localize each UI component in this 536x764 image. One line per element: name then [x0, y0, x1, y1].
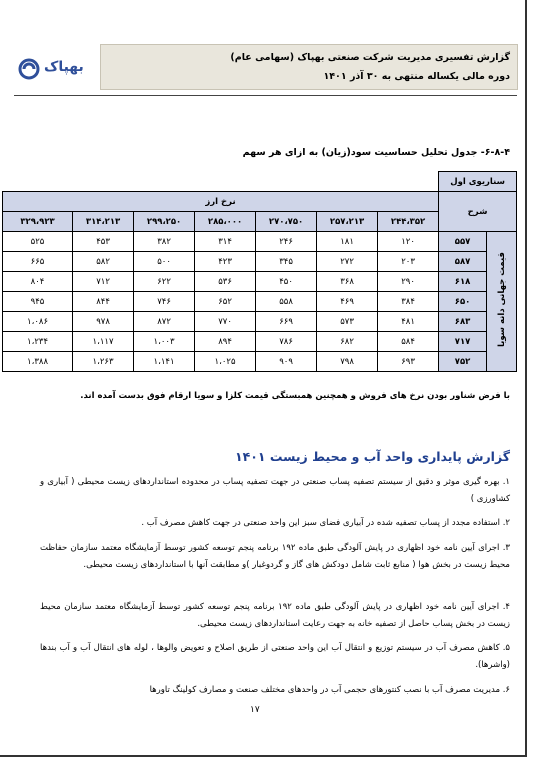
company-logo	[18, 58, 88, 80]
logo-text: بهپاک	[44, 59, 84, 75]
table-cell: ۵۲۵	[3, 232, 73, 252]
table-cell: ۹۷۸	[73, 312, 134, 332]
table-cell: ۷۱۲	[73, 272, 134, 292]
table-cell: ۵۳۶	[195, 272, 256, 292]
table-row	[3, 252, 517, 272]
table-cell: ۵۷۳	[317, 312, 378, 332]
report-item-5: ۵. کاهش مصرف آب در سیستم توزیع و انتقال آب این واحد صنعتی از طریق اصلاح و تعویض والوها ، لوله های انتقال آب و آب بندها (واشرها).	[40, 643, 510, 670]
exchange-rate: ۲۵۷،۲۱۳	[317, 212, 378, 232]
soybean-price: ۷۱۷	[439, 332, 487, 352]
header-divider	[14, 95, 517, 96]
table-cell: ۴۵۳	[73, 232, 134, 252]
soybean-price: ۷۵۲	[439, 352, 487, 372]
table-cell: ۶۶۵	[3, 252, 73, 272]
table-cell: ۳۱۴	[195, 232, 256, 252]
table-cell: ۳۴۵	[256, 252, 317, 272]
table-cell: ۱۲۰	[378, 232, 439, 252]
table-cell: ۱،۱۴۱	[134, 352, 195, 372]
table-cell: ۲۰۳	[378, 252, 439, 272]
table-cell: ۶۹۳	[378, 352, 439, 372]
table-footnote: با فرض شناور بودن نرخ های فروش و همچنین همبستگی قیمت کلزا و سویا ارقام فوق بدست آمده اند.	[80, 391, 510, 401]
soybean-price-side-label: قیمت جهانی دانه سویا	[487, 232, 517, 372]
table-cell: ۳۸۴	[378, 292, 439, 312]
table-row	[3, 312, 517, 332]
report-item-2: ۲. استفاده مجدد از پساب تصفیه شده در آبیاری فضای سبز این واحد صنعتی در جهت کاهش مصرف آب .	[141, 518, 510, 528]
report-title-line1: گزارش تفسیری مدیریت شرکت صنعتی بهپاک (سهامی عام)	[230, 52, 510, 63]
table-cell: ۸۴۴	[73, 292, 134, 312]
table-cell: ۸۷۲	[134, 312, 195, 332]
report-item-4: ۴. اجرای آیین نامه خود اظهاری در پایش آلودگی طبق ماده ۱۹۲ برنامه پنجم توسعه کشور توسط آزمایشگاه معتمد سازمان محیط زیست در بخش پساب حاصل از تصفیه خانه به جهت رعایت استانداردهای زیست محیطی.	[40, 602, 510, 629]
logo-emblem-icon	[18, 58, 44, 80]
soybean-price: ۶۸۳	[439, 312, 487, 332]
page-number: ۱۷	[250, 705, 260, 715]
header-banner	[100, 44, 518, 90]
report-title-line2: دوره مالی یکساله منتهی به ۳۰ آذر ۱۴۰۱	[323, 71, 510, 82]
table-cell: ۶۲۲	[134, 272, 195, 292]
table-cell: ۶۵۲	[195, 292, 256, 312]
table-cell: ۴۸۱	[378, 312, 439, 332]
table-cell: ۵۸۲	[73, 252, 134, 272]
soybean-price: ۶۱۸	[439, 272, 487, 292]
table-cell: ۵۰۰	[134, 252, 195, 272]
table-cell: ۹۴۵	[3, 292, 73, 312]
table-cell: ۴۲۳	[195, 252, 256, 272]
blank-header	[3, 172, 439, 192]
table-cell: ۶۸۲	[317, 332, 378, 352]
report-item-6: ۶. مدیریت مصرف آب با نصب کنتورهای حجمی آب در واحدهای مختلف صنعت و مصارف کولینگ تاورها	[149, 685, 510, 695]
table-cell: ۹۰۹	[256, 352, 317, 372]
exchange-rate: ۳۲۹،۹۲۳	[3, 212, 73, 232]
sustainability-report-title: گزارش پایداری واحد آب و محیط زیست ۱۴۰۱	[235, 449, 510, 464]
table-cell: ۳۸۲	[134, 232, 195, 252]
table-cell: ۱،۱۱۷	[73, 332, 134, 352]
table-row	[3, 332, 517, 352]
table-cell: ۱،۰۸۶	[3, 312, 73, 332]
soybean-price: ۶۵۰	[439, 292, 487, 312]
section-title: ۶-۸-۴- جدول تحلیل حساسیت سود(زیان) به ازای هر سهم	[242, 147, 510, 158]
table-cell: ۷۸۶	[256, 332, 317, 352]
table-cell: ۱،۰۰۳	[134, 332, 195, 352]
table-cell: ۱۸۱	[317, 232, 378, 252]
table-cell: ۸۹۴	[195, 332, 256, 352]
table-cell: ۲۹۰	[378, 272, 439, 292]
report-item-1: ۱. بهره گیری موثر و دقیق از سیستم تصفیه پساب صنعتی در جهت تصفیه پساب در محدوده استانداردهای زیست محیطی ( آبیاری و کشاورزی )	[40, 477, 510, 504]
soybean-price: ۵۸۷	[439, 252, 487, 272]
table-row	[3, 272, 517, 292]
table-cell: ۷۷۰	[195, 312, 256, 332]
table-cell: ۲۷۲	[317, 252, 378, 272]
table-cell: ۷۹۸	[317, 352, 378, 372]
table-cell: ۱،۰۲۵	[195, 352, 256, 372]
table-row	[3, 352, 517, 372]
description-label: شرح	[439, 192, 517, 232]
table-cell: ۱،۲۳۴	[3, 332, 73, 352]
table-cell: ۶۶۹	[256, 312, 317, 332]
table-cell: ۸۰۴	[3, 272, 73, 292]
table-cell: ۱،۳۸۸	[3, 352, 73, 372]
exchange-rate-label: نرخ ارز	[3, 192, 439, 212]
table-cell: ۱،۲۶۳	[73, 352, 134, 372]
table-cell: ۴۵۰	[256, 272, 317, 292]
scenario-label: سناریوی اول	[439, 172, 517, 192]
table-cell: ۷۴۶	[134, 292, 195, 312]
table-cell: ۵۸۴	[378, 332, 439, 352]
table-cell: ۵۵۸	[256, 292, 317, 312]
exchange-rate: ۳۱۴،۲۱۳	[73, 212, 134, 232]
soybean-price: ۵۵۷	[439, 232, 487, 252]
exchange-rate: ۲۷۰،۷۵۰	[256, 212, 317, 232]
exchange-rate: ۲۸۵،۰۰۰	[195, 212, 256, 232]
exchange-rate: ۲۴۴،۳۵۲	[378, 212, 439, 232]
report-item-3: ۳. اجرای آیین نامه خود اظهاری در پایش آلودگی طبق ماده ۱۹۲ برنامه پنجم توسعه کشور توسط آزمایشگاه معتمد سازمان حفاظت محیط زیست در بخش هوا ( منابع ثابت شامل دودکش های گاز و گردوغبار )و مطابقت آنها با استانداردهای زیست محیطی.	[40, 543, 510, 570]
table-cell: ۴۶۹	[317, 292, 378, 312]
table-cell: ۳۶۸	[317, 272, 378, 292]
sensitivity-table	[2, 171, 517, 372]
table-cell: ۲۴۶	[256, 232, 317, 252]
table-row	[3, 232, 517, 252]
exchange-rate: ۲۹۹،۲۵۰	[134, 212, 195, 232]
table-row	[3, 292, 517, 312]
